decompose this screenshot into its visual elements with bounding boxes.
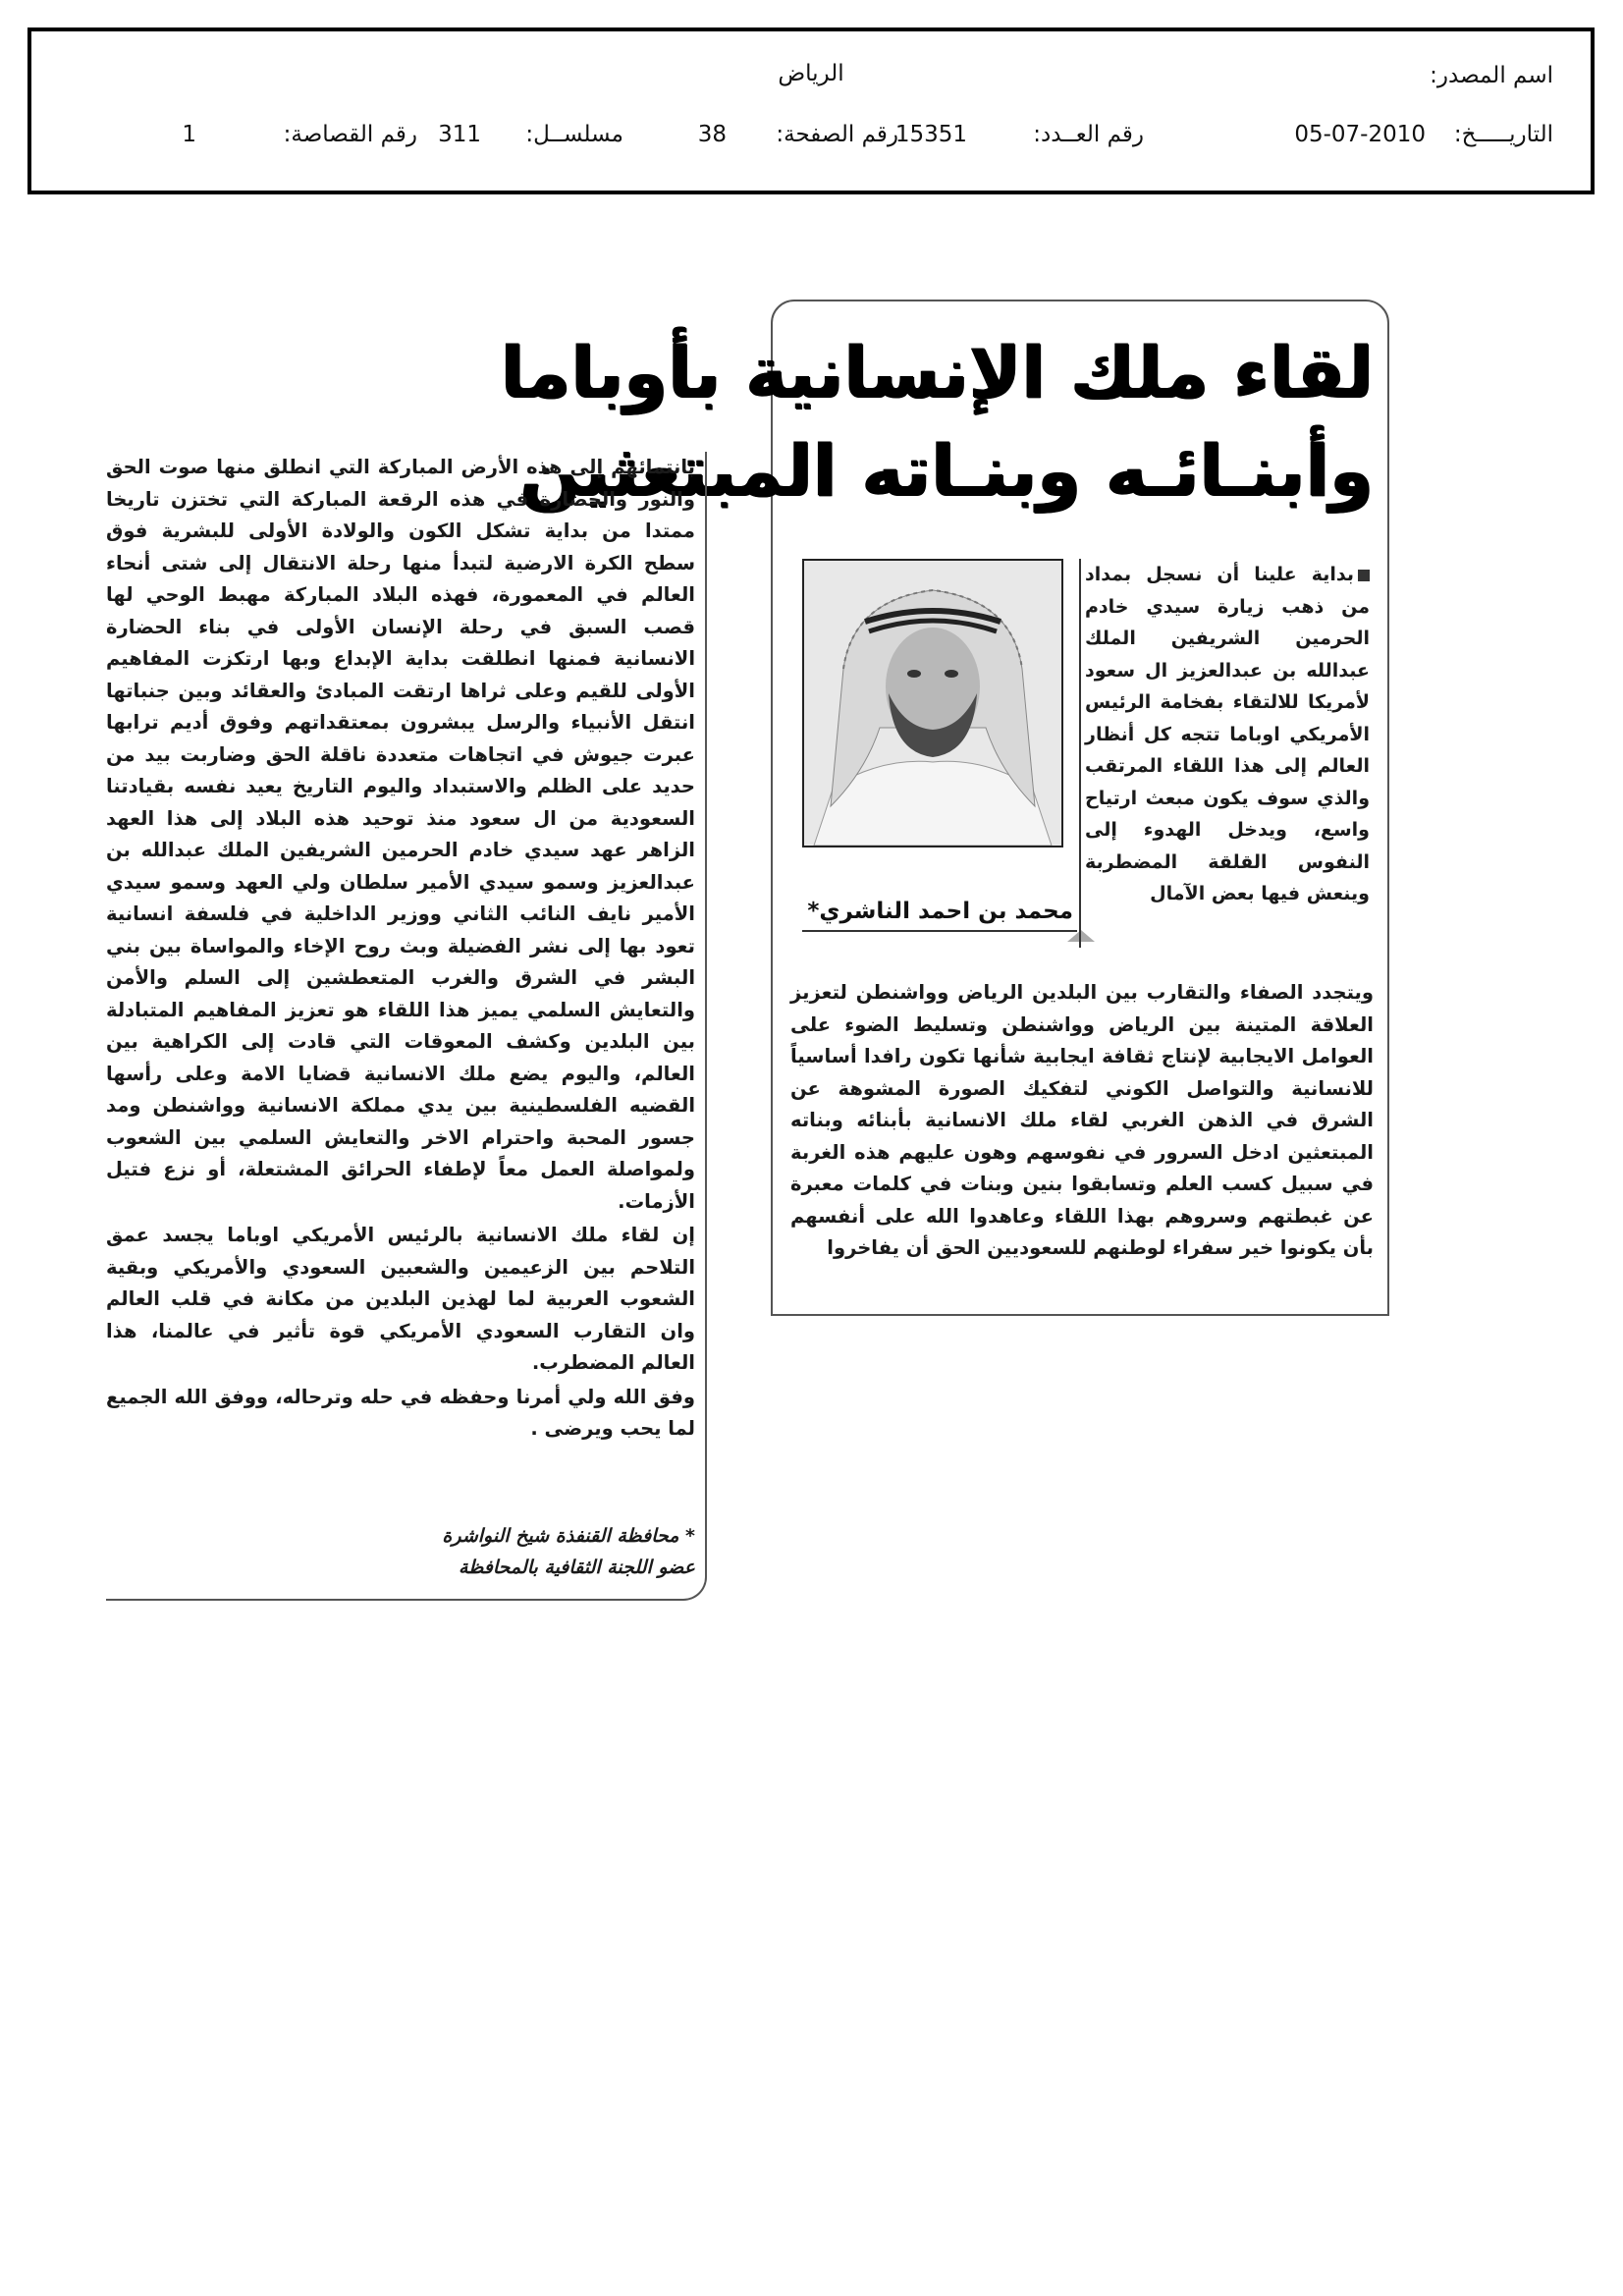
author-portrait-icon <box>804 561 1061 846</box>
continuation-body <box>106 452 695 1448</box>
author-photo <box>802 559 1063 847</box>
headline-line-1: لقاء ملك الإنسانية بأوباما <box>500 331 1374 413</box>
clip-number-value: 1 <box>182 122 196 147</box>
lead-paragraph-text: بداية علينا أن نسجل بمداد من ذهب زيارة سيدي خادم الحرمين الشريفين الملك عبدالله بن عبدالعزيز ال سعود لأمريكا للالتقاء بفخامة الرئيس الأمريكي اوباما تتجه كل أنظار العالم إلى هذا اللقاء المرتقب والذي سوف يكون مبعث ارتياح واسع، ويدخل الهدوء إلى النفوس القلقة المضطربة وينعش فيها بعض الآمال <box>1085 564 1370 904</box>
body-paragraph-3: وفق الله ولي أمرنا وحفظه في حله وترحاله، ووفق الله الجميع لما يحب ويرضى . <box>106 1385 695 1440</box>
footnote-line-2: عضو اللجنة الثقافية بالمحافظة <box>459 1557 695 1578</box>
lead-paragraph <box>1085 559 1370 910</box>
issue-label: رقم العــدد: <box>1033 122 1144 147</box>
lead-column-rule <box>1079 559 1081 948</box>
serial-label: مسلســل: <box>525 122 623 147</box>
clipping-metadata-box <box>27 27 1595 194</box>
serial-value: 311 <box>438 122 481 147</box>
footnote-line-1: * محافظة القنفذة شيخ النواشرة <box>442 1525 695 1547</box>
lead-continuation-paragraph: ويتجدد الصفاء والتقارب بين البلدين الرياض وواشنطن لتعزيز العلاقة المتينة بين الرياض وواشنطن وتسليط الضوء على العوامل الايجابية لإنتاج ثقافة ايجابية شأنها تكون رافدا أساسياً للانسانية والتواصل الكوني لتفكيك الصورة المشوهة عن الشرق في الذهن الغربي لقاء ملك الانسانية بأبنائه وبناته المبتعثين ادخل السرور في نفوسهم وهون عليهم هذه الغربة في سبيل كسب العلم وتسابقوا بنين وبنات في كلمات معبرة عن غبطتهم وسروهم بهذا اللقاء وعاهدوا الله على أنفسهم بأن يكونوا خير سفراء لوطنهم للسعوديين الحق أن يفاخروا <box>790 981 1374 1259</box>
source-label: اسم المصدر: <box>1430 63 1553 88</box>
square-bullet-icon <box>1358 570 1370 581</box>
triangle-marker-icon <box>1067 930 1095 942</box>
page-number-value: 38 <box>697 122 727 147</box>
byline-rule <box>802 930 1077 932</box>
clip-number-label: رقم القصاصة: <box>283 122 417 147</box>
date-value: 05-07-2010 <box>1294 122 1426 147</box>
body-paragraph-2: إن لقاء ملك الانسانية بالرئيس الأمريكي اوباما يجسد عمق التلاحم بين الزعيمين والشعبين السعودي والأمريكي وبقية الشعوب العربية لما لهذين البلدين من مكانة في قلب العالم وان التقارب السعودي الأمريكي قوة تأثير في عالمنا، هذا العالم المضطرب. <box>106 1224 695 1374</box>
headline-line-2: وأبنـائـه وبنـاته المبتعثين <box>519 429 1374 512</box>
issue-value: 15351 <box>894 122 967 147</box>
source-value: الرياض <box>778 61 844 86</box>
author-footnote <box>106 1520 695 1583</box>
article-continuation-block <box>106 452 707 1601</box>
page-number-label: رقم الصفحة: <box>776 122 898 147</box>
author-byline: محمد بن احمد الناشري* <box>807 899 1073 924</box>
date-label: التاريـــــخ: <box>1453 122 1553 147</box>
article-main-block <box>500 300 1389 1316</box>
body-paragraph-1: بانتمائهم إلى هذه الأرض المباركة التي انطلق منها صوت الحق والنور والحضارة في هذه الرقعة المباركة التي تختزن تاريخا ممتدا من بداية تشكل الكون والولادة الأولى للبشرية فوق سطح الكرة الارضية لتبدأ منها رحلة الانتقال إلى شتى أنحاء العالم في المعمورة، فهذه البلاد المباركة مهبط الوحي لها قصب السبق في رحلة الإنسان الأولى في بناء الحضارة الانسانية فمنها انطلقت بداية الإبداع وبها ارتكزت المفاهيم الأولى للقيم وعلى ثراها ارتقت المبادئ والعقائد وبين جنباتها انتقل الأنبياء والرسل يبشرون بمعتقداتهم وفوق أديم ترابها عبرت جيوش في اتجاهات متعددة ناقلة الحق وضاربت بيد من حديد على الظلم والاستبداد واليوم التاريخ يعيد نفسه بقيادتنا السعودية من ال سعود منذ توحيد هذه البلاد إلى هذا العهد الزاهر عهد سيدي خادم الحرمين الشريفين الملك عبدالله بن عبدالعزيز وسمو سيدي الأمير سلطان ولي العهد وسمو سيدي الأمير نايف النائب الثاني ووزير الداخلية في فلسفة انسانية تعود بها إلى نشر الفضيلة وبث روح الإخاء والمواساة بين بني البشر في الشرق والغرب المتعطشين إلى السلم والأمن والتعايش السلمي يميز هذا اللقاء هو تعزيز المفاهيم المتبادلة بين البلدين وكشف المعوقات التي قادت إلى الكراهية بين العالم، واليوم يضع ملك الانسانية قضايا الامة وعلى رأسها القضيه الفلسطينية بين يدي مملكة الانسانية وواشنطن ومد جسور المحبة واحترام الاخر والتعايش السلمي بين الشعوب ولمواصلة العمل معاً لإطفاء الحرائق المشتعلة، أو نزع فتيل الأزمات. <box>106 456 695 1213</box>
